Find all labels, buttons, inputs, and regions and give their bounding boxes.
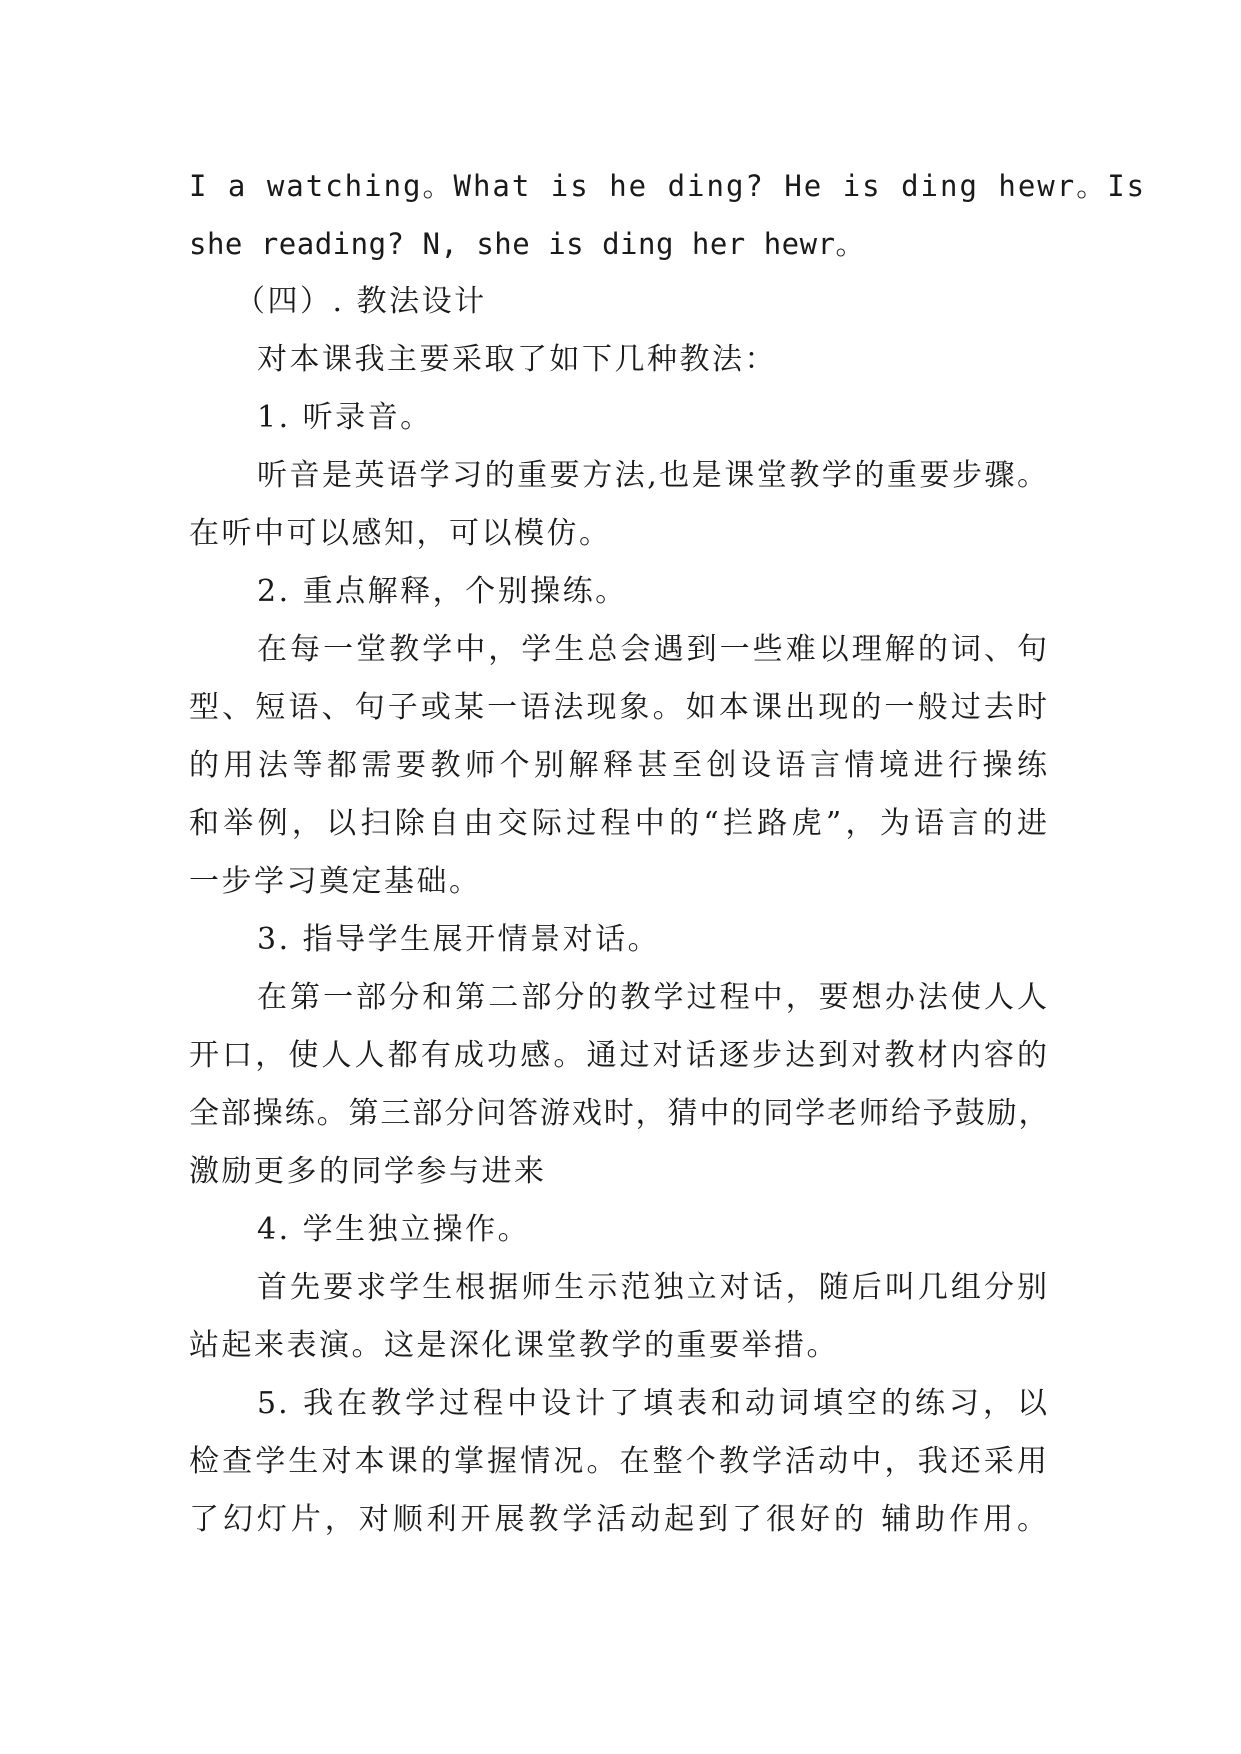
text-line-6: 听音是英语学习的重要方法,也是课堂教学的重要步骤。	[257, 458, 1049, 493]
document-body	[189, 157, 1147, 1549]
text-line-2: she reading? N, she is ding her hewr。	[189, 227, 866, 261]
text-line-7: 在听中可以感知，可以模仿。	[189, 516, 612, 551]
text-line-12: 和举例，以扫除自由交际过程中的“拦路虎”，为语言的进	[189, 806, 1049, 841]
text-line-16: 开口，使人人都有成功感。通过对话逐步达到对教材内容的	[189, 1038, 1049, 1073]
text-line-23: 检查学生对本课的掌握情况。在整个教学活动中，我还采用	[189, 1444, 1049, 1479]
list-heading-1: 1. 听录音。	[257, 400, 433, 435]
text-line-20: 首先要求学生根据师生示范独立对话，随后叫几组分别	[257, 1270, 1049, 1305]
text-line-17: 全部操练。第三部分问答游戏时，猜中的同学老师给予鼓励，	[189, 1096, 1049, 1131]
text-line-13: 一步学习奠定基础。	[189, 864, 482, 899]
text-line-21: 站起来表演。这是深化课堂教学的重要举措。	[189, 1328, 839, 1363]
list-heading-2: 2. 重点解释，个别操练。	[257, 574, 628, 609]
list-heading-3: 3. 指导学生展开情景对话。	[257, 922, 661, 957]
text-line-4: 对本课我主要采取了如下几种教法：	[257, 342, 777, 377]
text-line-9: 在每一堂教学中，学生总会遇到一些难以理解的词、句	[257, 632, 1049, 667]
list-item-5: 5. 我在教学过程中设计了填表和动词填空的练习，以	[257, 1386, 1049, 1421]
text-line-18: 激励更多的同学参与进来	[189, 1154, 547, 1189]
section-heading: （四）. 教法设计	[235, 284, 487, 319]
list-heading-4: 4. 学生独立操作。	[257, 1212, 531, 1247]
text-line-11: 的用法等都需要教师个别解释甚至创设语言情境进行操练	[189, 748, 1049, 783]
text-line-24: 了幻灯片，对顺利开展教学活动起到了很好的 辅助作用。	[189, 1502, 1049, 1537]
text-line-10: 型、短语、句子或某一语法现象。如本课出现的一般过去时	[189, 690, 1049, 725]
text-line-15: 在第一部分和第二部分的教学过程中，要想办法使人人	[257, 980, 1049, 1015]
text-line-1: I a watching。What is he ding? He is ding hewr。Is	[189, 169, 1147, 203]
